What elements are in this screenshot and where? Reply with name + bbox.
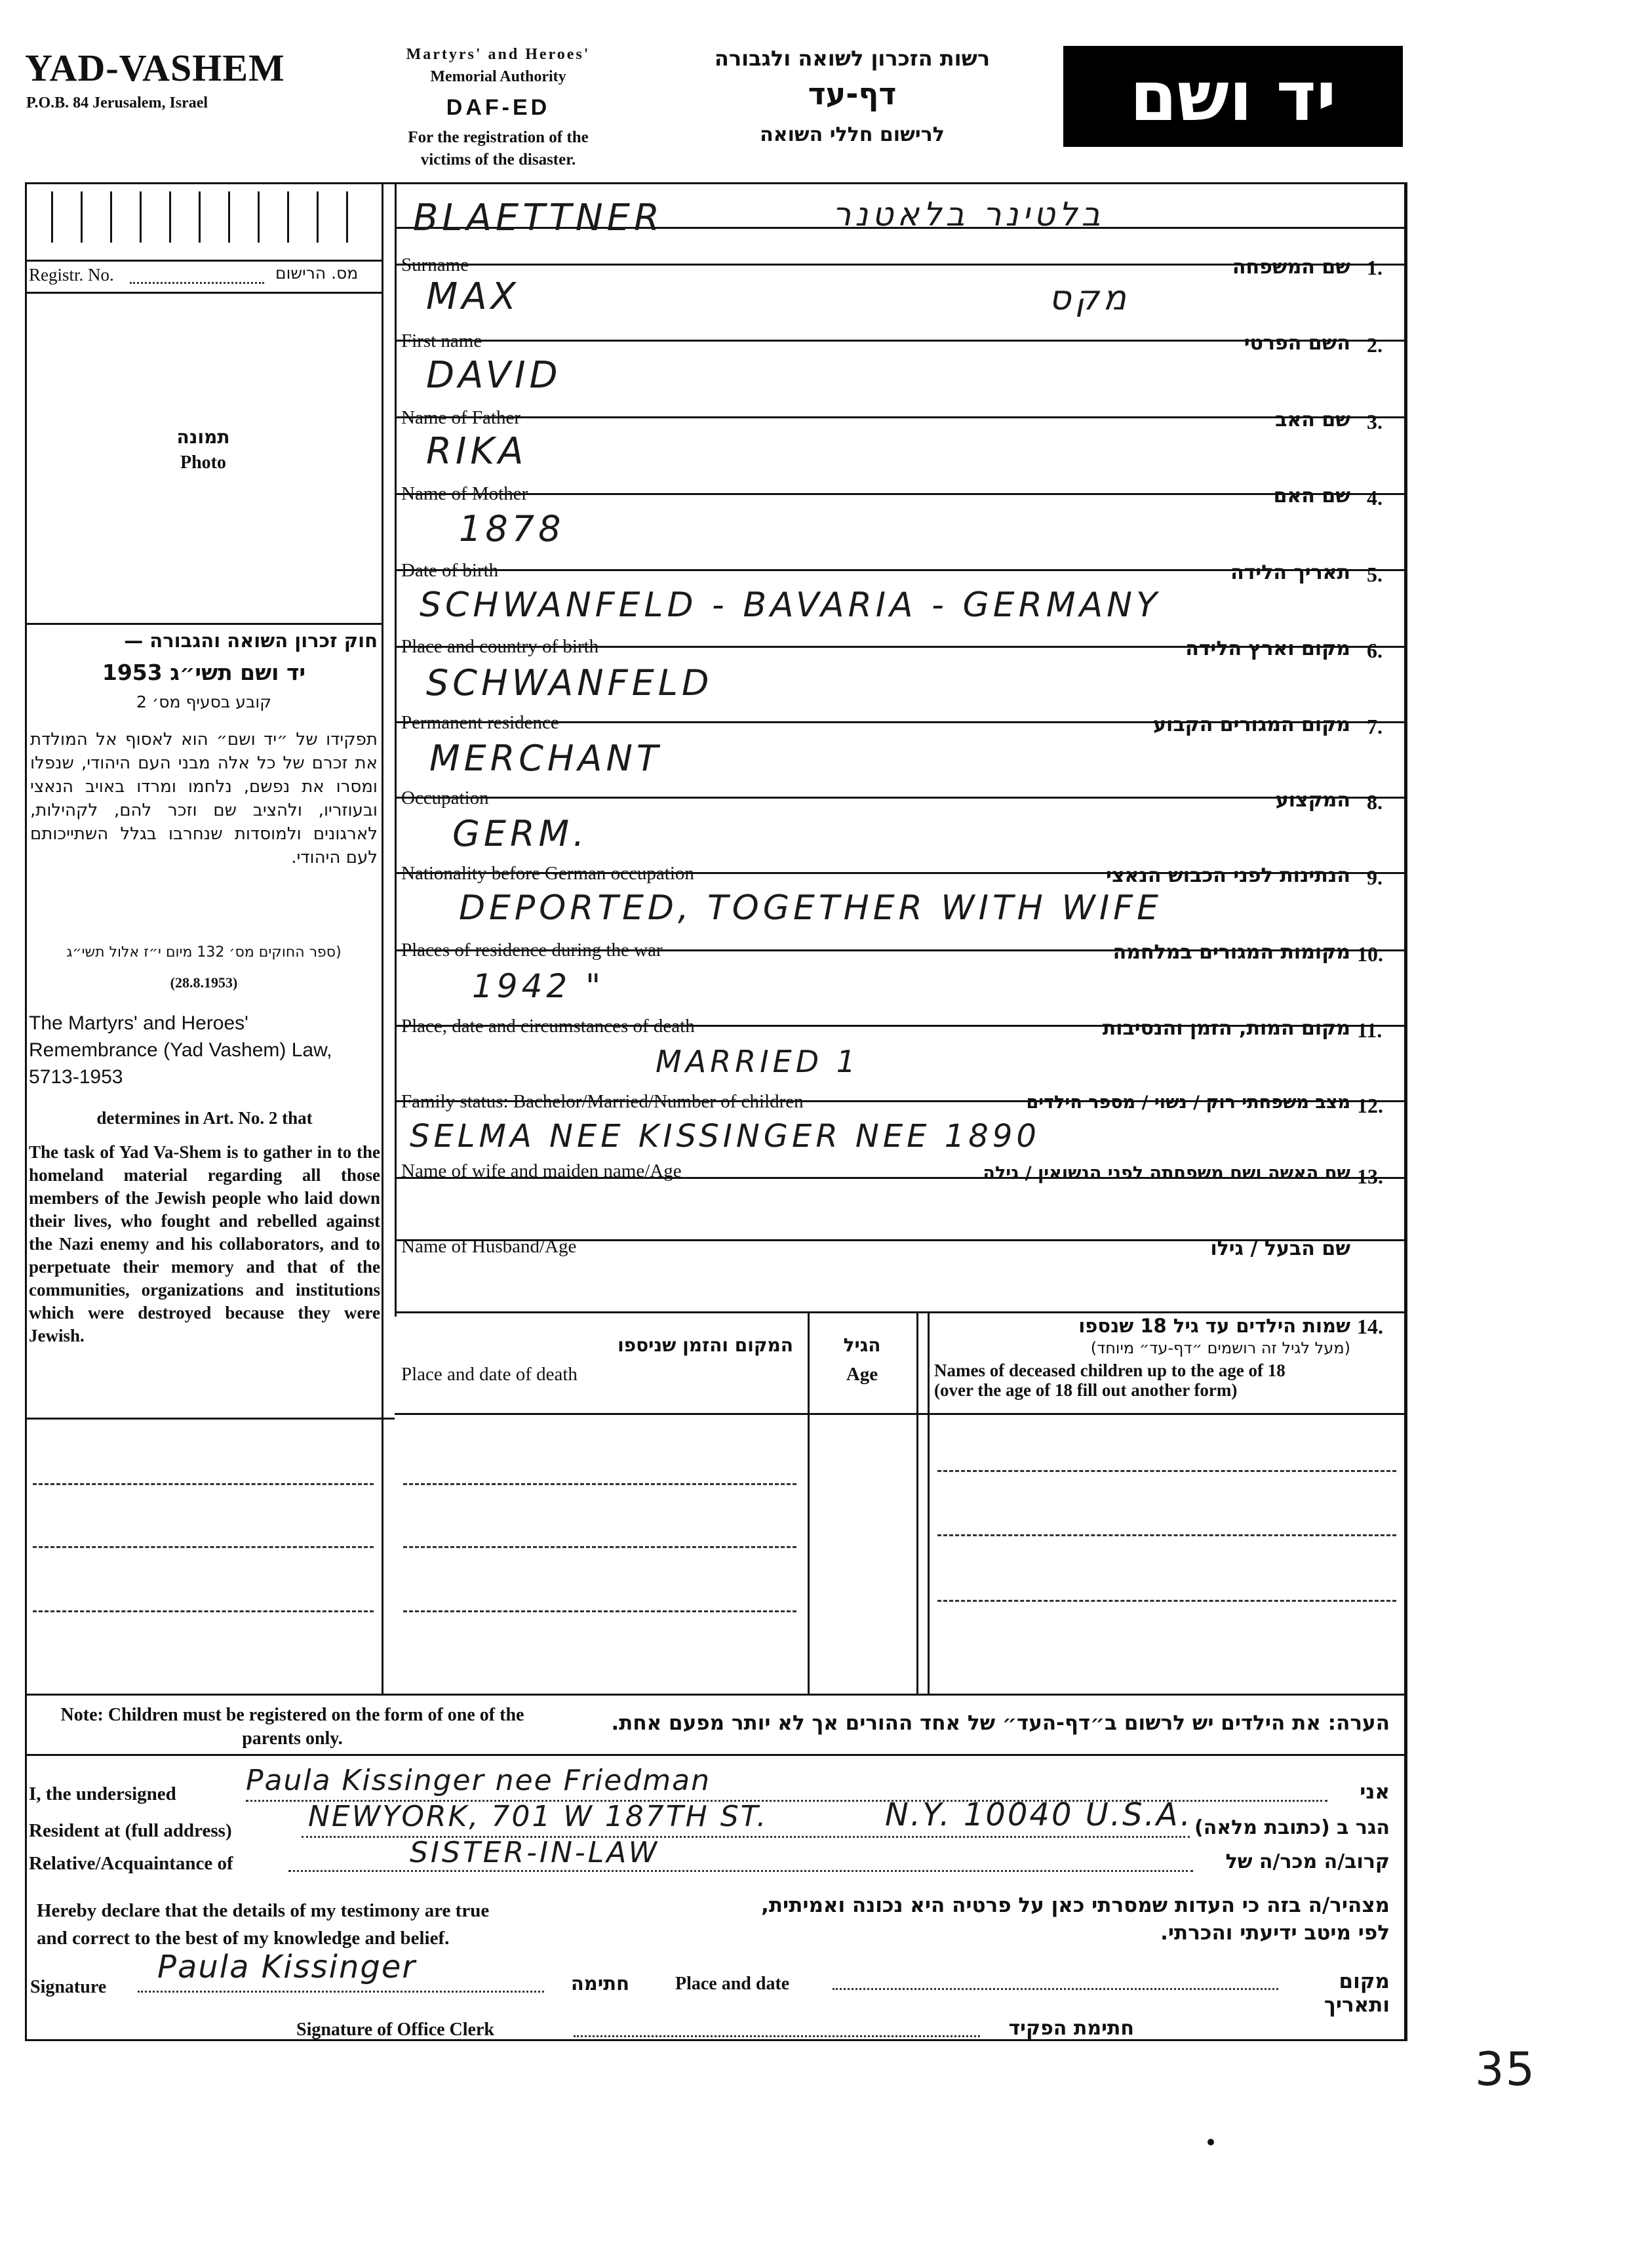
law-text-en: The task of Yad Va-Shem is to gather in to the homeland material regarding all those members of the Jewish people who laid down their lives, who fought and rebelled against the Nazi enemy and his collaborators, and to perpetuate their memory and that of the communities, organizations and institutions which were destroyed because they were Jewish. [29,1142,380,1345]
family-status-label-he: מצב משפחתי רוק / נשוי / מספר הילדים [1026,1092,1350,1113]
nationality-label-he: הנתינות לפני הכבוש הנאצי [1106,864,1350,887]
address-he: הגר ב (כתובת מלאה) [1194,1816,1390,1839]
declare-he-1: מצהיר/ה בזה כי העדות שמסרתי כאן על פרטיה היא נכונה ואמיתית, [761,1894,1390,1917]
clerk-he: חתימת הפקיד [1008,2017,1134,2040]
header-he-line2: לרישום חללי השואה [760,123,945,146]
photo-label-en: Photo [180,452,226,473]
place-date-he: מקום ותאריך [1324,1970,1390,2017]
law-determines: determines in Art. No. 2 that [96,1108,313,1128]
law-ref-he: (ספר החוקים מס׳ 132 מיום י״ז אלול תשי״ג [66,944,342,961]
header-he-line1: רשות הזכרון לשואה ולגבורה [714,46,991,71]
field-num-13: 13. [1357,1164,1383,1188]
undersigned-value: Paula Kissinger nee Friedman [246,1764,711,1797]
residence-label-he: מקום המגורים הקבוע [1153,713,1350,736]
occupation-label-he: המקצוע [1275,789,1350,812]
nationality-value: GERM. [452,813,589,854]
address-value-2: N.Y. 10040 U.S.A. [885,1797,1192,1833]
husband-name-label-he: שם הבעל / גילו [1210,1237,1350,1260]
field-num-11: 11. [1357,1018,1383,1042]
birth-date-label: Date of birth [401,560,499,581]
photo-box [25,292,382,623]
law-text-he: תפקידו של ״יד ושם״ הוא לאסוף אל המולדת את זכרם של כל אלה מבני העם היהודי, שנפלו ומסרו את נפשם, נלחמו ומרדו באויב הנאצי ובעוזריו, ולהציב שם וזכר להם, לקהילות, לארגונים ולמוסדות שנחרבו בגלל השתייכותם לעם היהודי. [30,730,378,867]
father-name-label-he: שם האב [1275,408,1350,431]
wife-name-label-he: שם האשה ושם משפחתה לפני הנשואין / גילה [983,1163,1350,1184]
nationality-label: Nationality before German occupation [401,863,694,884]
children-col-age-right [916,1311,918,1694]
surname-label: Surname [401,254,469,275]
field-num-7: 7. [1367,715,1383,738]
first-name-label-he: השם הפרטי [1244,332,1350,355]
occupation-label: Occupation [401,787,489,808]
children-label-he1: שמות הילדים עד גיל 18 שנספו [1078,1315,1350,1337]
declare-en-1: Hereby declare that the details of my testimony are true [37,1900,490,1921]
birth-place-label: Place and country of birth [401,636,599,657]
children-label-he2: (מעל לגיל זה רושמים ״דף-עד״ מיוחד) [1090,1339,1350,1357]
header-center-line3: For the registration of the [408,129,589,146]
mother-name-label-he: שם האם [1273,485,1350,507]
declare-he-2: לפי מיטב ידיעתי והכרתי. [1160,1921,1390,1945]
husband-name-label: Name of Husband/Age [401,1236,577,1257]
field-num-14: 14. [1357,1315,1383,1338]
field-num-2: 2. [1367,333,1383,357]
wife-name-value: SELMA NEE KISSINGER NEE 1890 [410,1118,1040,1155]
fields-left-border [395,182,397,1317]
signature-label: Signature [30,1977,107,1997]
death-place-label: Place, date and circumstances of death [401,1016,695,1037]
residence-label: Permanent residence [401,712,559,733]
field-num-6: 6. [1367,639,1383,662]
father-name-value: DAVID [426,354,562,397]
children-label-en2: (over the age of 18 fill out another form) [934,1380,1238,1400]
field-num-3: 3. [1367,410,1383,433]
wife-name-label: Name of wife and maiden name/Age [401,1161,682,1182]
header-he-form-name: דף-עד [808,76,897,111]
page-number: 35 [1475,2042,1537,2096]
field-num-1: 1. [1367,256,1383,279]
form-name: DAF-ED [446,95,551,120]
logo-text: יד ושם [1129,56,1337,136]
org-address: P.O.B. 84 Jerusalem, Israel [26,94,208,111]
undersigned-he: אני [1360,1780,1390,1804]
relative-label: Relative/Acquaintance of [29,1853,233,1874]
header-center-line1: Martyrs' and Heroes' [406,46,591,63]
sidebar-divider [382,182,383,1694]
birth-date-label-he: תאריך הלידה [1230,561,1350,584]
war-residence-label: Places of residence during the war [401,940,663,961]
law-subtitle-he: יד ושם תשי״ג 1953 [102,660,306,685]
first-name-value: MAX [426,275,520,318]
surname-value: BLAETTNER [413,197,663,239]
field-num-12: 12. [1357,1094,1383,1117]
war-residence-value: DEPORTED, TOGETHER WITH WIFE [459,888,1162,928]
mother-name-label: Name of Mother [401,483,528,504]
law-article-he: קובע בסעיף מס׳ 2 [136,692,271,711]
children-label-en1: Names of deceased children up to the age of 18 [934,1361,1286,1380]
relative-value: SISTER-IN-LAW [410,1836,660,1869]
registr-label: Registr. No. [29,265,114,285]
residence-value: SCHWANFELD [426,662,713,704]
yad-vashem-logo [1063,46,1403,147]
occupation-value: MERCHANT [429,738,662,779]
header-center-line2: Memorial Authority [430,68,566,85]
birth-place-value: SCHWANFELD - BAVARIA - GERMANY [420,586,1161,625]
family-status-value: MARRIED 1 [656,1044,860,1079]
note-he: הערה: את הילדים יש לרשום ב״דף-העד״ של אחד ההורים אך לא יותר מפעם אחת. [611,1711,1390,1735]
surname-value-he: בלטינר בלאטנר [833,195,1105,233]
registration-boxes [25,182,382,260]
note-en: Note: Children must be registered on the form of one of the parents only. [60,1705,524,1749]
field-num-5: 5. [1367,563,1383,586]
first-name-label: First name [401,330,482,351]
frame-bottom [25,2039,1407,2041]
birth-place-label-he: מקום וארץ הלידה [1185,637,1350,660]
father-name-label: Name of Father [401,407,520,428]
field-num-10: 10. [1357,942,1383,966]
war-residence-label-he: מקומות המגורים במלחמה [1112,941,1350,964]
signature-value: Paula Kissinger [157,1949,417,1985]
mother-name-value: RIKA [426,430,528,473]
law-title-en: The Martyrs' and Heroes' Remembrance (Yad Vashem) Law, 5713-1953 [29,1012,332,1088]
photo-label-he: תמונה [176,426,230,448]
law-title-he: חוק זכרון השואה והגבורה — [124,629,378,652]
relative-he: קרוב/ה מכר/ה של [1225,1850,1390,1873]
signature-he: חתימה [570,1972,629,1995]
place-date-label: Place and date [675,1974,790,1994]
address-value: NEWYORK, 701 W 187TH ST. [308,1800,768,1833]
death-place-value: 1942 " [472,967,605,1005]
children-place-he: המקום והזמן שניספו [618,1334,793,1356]
header-center-line4: victims of the disaster. [420,151,576,169]
clerk-label: Signature of Office Clerk [296,2019,494,2040]
org-title: YAD-VASHEM [25,47,285,89]
field-num-8: 8. [1367,790,1383,814]
field-num-9: 9. [1367,865,1383,889]
surname-label-he: שם המשפחה [1232,256,1350,279]
children-age-en: Age [846,1364,878,1385]
field-num-4: 4. [1367,486,1383,509]
children-col-age-left [808,1311,810,1413]
declare-en-2: and correct to the best of my knowledge and belief. [37,1928,450,1949]
children-col-name-left [928,1311,930,1694]
stray-dot [1207,2139,1214,2145]
undersigned-label: I, the undersigned [29,1783,176,1804]
death-place-label-he: מקום המות, הזמן והנסיבות [1102,1017,1350,1040]
registr-he: מס. הרישום [275,264,359,283]
law-date: (28.8.1953) [170,974,238,991]
frame-right [1404,182,1407,2041]
children-place-en: Place and date of death [401,1364,578,1385]
children-age-he: הגיל [843,1334,881,1356]
family-status-label: Family status: Bachelor/Married/Number of children [401,1091,804,1112]
address-label: Resident at (full address) [29,1820,232,1841]
first-name-value-he: מקס [1049,279,1130,318]
birth-date-value: 1878 [459,508,565,549]
